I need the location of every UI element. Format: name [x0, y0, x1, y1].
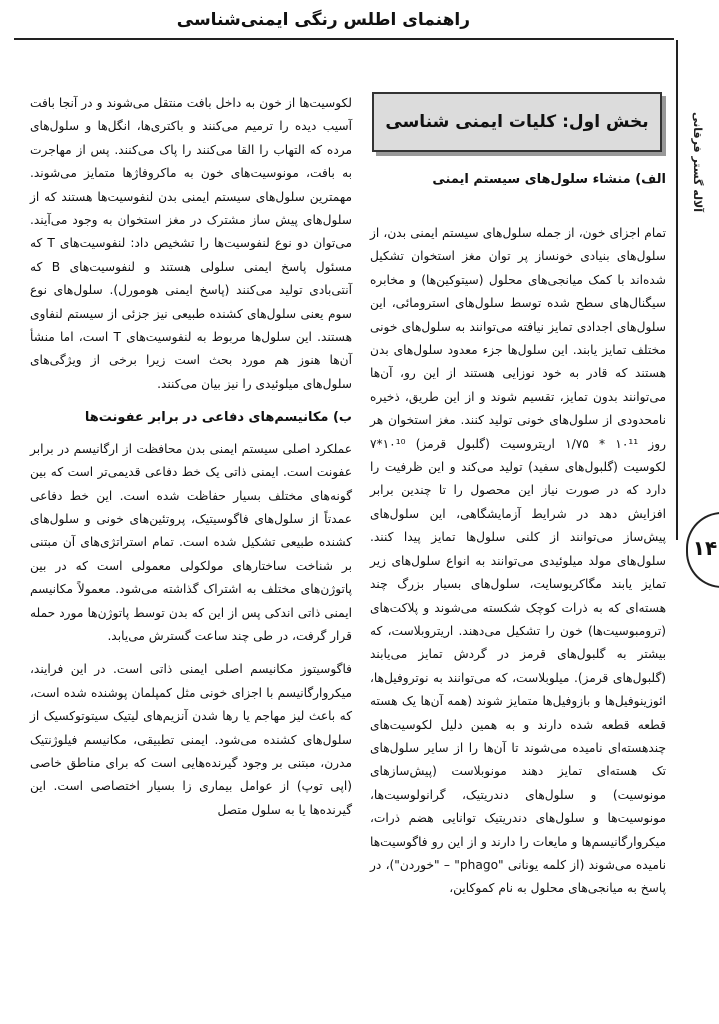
- page-number: ۱۴: [692, 536, 718, 560]
- left-column: [30, 92, 352, 832]
- running-header-title: راهنمای اطلس رنگی ایمنی‌شناسی: [176, 10, 470, 30]
- section-a-paragraph: تمام اجزای خون، از جمله سلول‌های سیستم ایمنی بدن، از سلول‌های بنیادی خونساز پر توان مغز استخوان تشکیل شده‌اند با کمک میانجی‌های محلول (سیتوکین‌ها) و مخابره سیگنال‌های سطح شده توسط سلول‌های استرومائی، این سلول‌های اجدادی تمایز نیافته می‌توانند به سلول‌های خونی مختلف تمایز یابند. این سلول‌ها جزء معدود سلول‌های بدن هستند که قادر به خود نوزایی هستند از این رو، آن‌ها می‌توانند بدون تمایز، تقسیم شوند و از این طریق، ذخیره نامحدودی از سلول‌های خونی تولید کنند. مغز استخوان هر روز ۱۰¹¹ * ۱/۷۵ اریتروسیت (گلبول قرمز) ۱۰¹⁰*۷ لکوسیت (گلبول‌های سفید) تولید می‌کند و این ظرفیت را دارد که در صورت نیاز این محصول را تا چندین برابر افزایش دهد در شرایط آزمایشگاهی، این سلول‌های پیش‌ساز می‌توانند از کلنی سلول‌ها تمایز پیدا کنند. سلول‌های مولد میلوئیدی می‌توانند به انواع سلول‌های زیر تمایز یابند مگاکریوسایت، سلول‌های بسیار بزرگ چند هسته‌ای که به ذرات کوچک شکسته می‌شوند و پلاکت‌های (ترومبوسیت‌ها) خون را تشکیل می‌دهند. اریتروبلاست، که بیشتر به گلبول‌های قرمز در گردش تمایز می‌یابند (گلبول‌های قرمز). میلوبلاست، که می‌توانند به نوتروفیل‌ها، ائوزینوفیل‌ها و بازوفیل‌ها متمایز شوند (همه آن‌ها یک هسته قطعه قطعه شده دارند و به همین دلیل لکوسیت‌های چندهسته‌ای نامیده می‌شوند تا آن‌ها را از سایر سلول‌های تک هسته‌ای تمایز دهند مونوبلاست (پیش‌سازهای مونوسیت) و سلول‌های دندریتیک، گرانولوسیت‌ها، مونوسیت‌ها و سلول‌های دندریتیک توانایی هضم ذرات، میکروارگانیسم‌ها و مایعات را دارند و از این رو فاگوسیت‌ها نامیده می‌شوند (از کلمه یونانی "phago" – "خوردن")، در پاسخ به میانجی‌های محلول به نام کموکاین،: [370, 226, 666, 896]
- header-rule: [14, 38, 674, 40]
- section-a-heading: الف) منشاء سلول‌های سیستم ایمنی: [432, 172, 666, 187]
- left-intro-paragraph: لکوسیت‌ها از خون به داخل بافت منتقل می‌شوند و در آنجا بافت آسیب دیده را ترمیم می‌کنند و باکتری‌ها، انگل‌ها و سلول‌های مرده که التهاب را القا می‌کنند را پاک می‌کنند. پس از مهاجرت به بافت، مونوسیت‌های خون به ماکروفاژها متمایز می‌شوند. مهمترین سلول‌های سیستم ایمنی بدن لنفوسیت‌ها هستند که از سلول‌های پیش ساز مشترک در مغز استخوان به وجود می‌آیند. می‌توان دو نوع لنفوسیت‌ها را تشخیص داد: لنفوسیت‌های T که مسئول پاسخ ایمنی سلولی هستند و لنفوسیت‌های B که آنتی‌بادی تولید می‌کنند (پاسخ ایمنی هومورل). سلول‌های نوع سوم یعنی سلول‌های کشنده طبیعی نیز جزئی از سیستم لنفاوی هستند. این سلول‌ها مربوط به لنفوسیت‌های T است، اما منشأ آن‌ها هنوز هم مورد بحث است زیرا برخی از ویژگی‌های سلول‌های میلوئیدی را نیز بیان می‌کنند.: [30, 96, 352, 391]
- section-b-paragraph-1: عملکرد اصلی سیستم ایمنی بدن محافظت از ارگانیسم در برابر عفونت است. ایمنی ذاتی یک خط دفاعی قدیمی‌تر است که بین گونه‌های مختلف بسیار حفاظت شده است. این خط دفاعی عمدتاً از سلول‌های فاگوسیتیک، پروتئین‌های خونی و سلول‌های کشنده طبیعی تشکیل شده است. تمام استراتژی‌های آن مبتنی بر شناخت ساختارهای مولکولی معمولی است که در بین پاتوژن‌های مختلف به اشتراک گذاشته می‌شود. معمولاً مکانیسم ایمنی ذاتی اندکی پس از این که بدن توسط پاتوژن‌ها مورد حمله قرار گرفت، در طی چند ساعت گسترش می‌یابد.: [30, 441, 352, 643]
- side-label: آلاله گستر فرقانی: [691, 112, 704, 212]
- part-title: بخش اول: کلیات ایمنی شناسی: [385, 112, 649, 132]
- side-rule: [676, 40, 678, 540]
- section-b-paragraph-2: فاگوسیتوز مکانیسم اصلی ایمنی ذاتی است. در این فرایند، میکروارگانیسم با اجزای خونی مثل کمپلمان پوشنده شده است، که باعث لیز مهاجم یا رها شدن آنزیم‌های لیتیک سیتوتوکسیک از سلول‌های کشنده می‌شود. ایمنی تطبیقی، مکانیسم فیلوژنتیک مدرن، مبتنی بر وجود گیرنده‌هایی است که برای مناطق خاصی (اپی توپ) از عوامل بیماری زا بسیار اختصاصی است. این گیرنده‌ها یا به سلول متصل: [30, 662, 352, 817]
- part-title-box: [372, 92, 662, 152]
- right-column: [370, 222, 666, 911]
- section-b-heading: ب) مکانیسم‌های دفاعی در برابر عفونت‌ها: [84, 410, 352, 426]
